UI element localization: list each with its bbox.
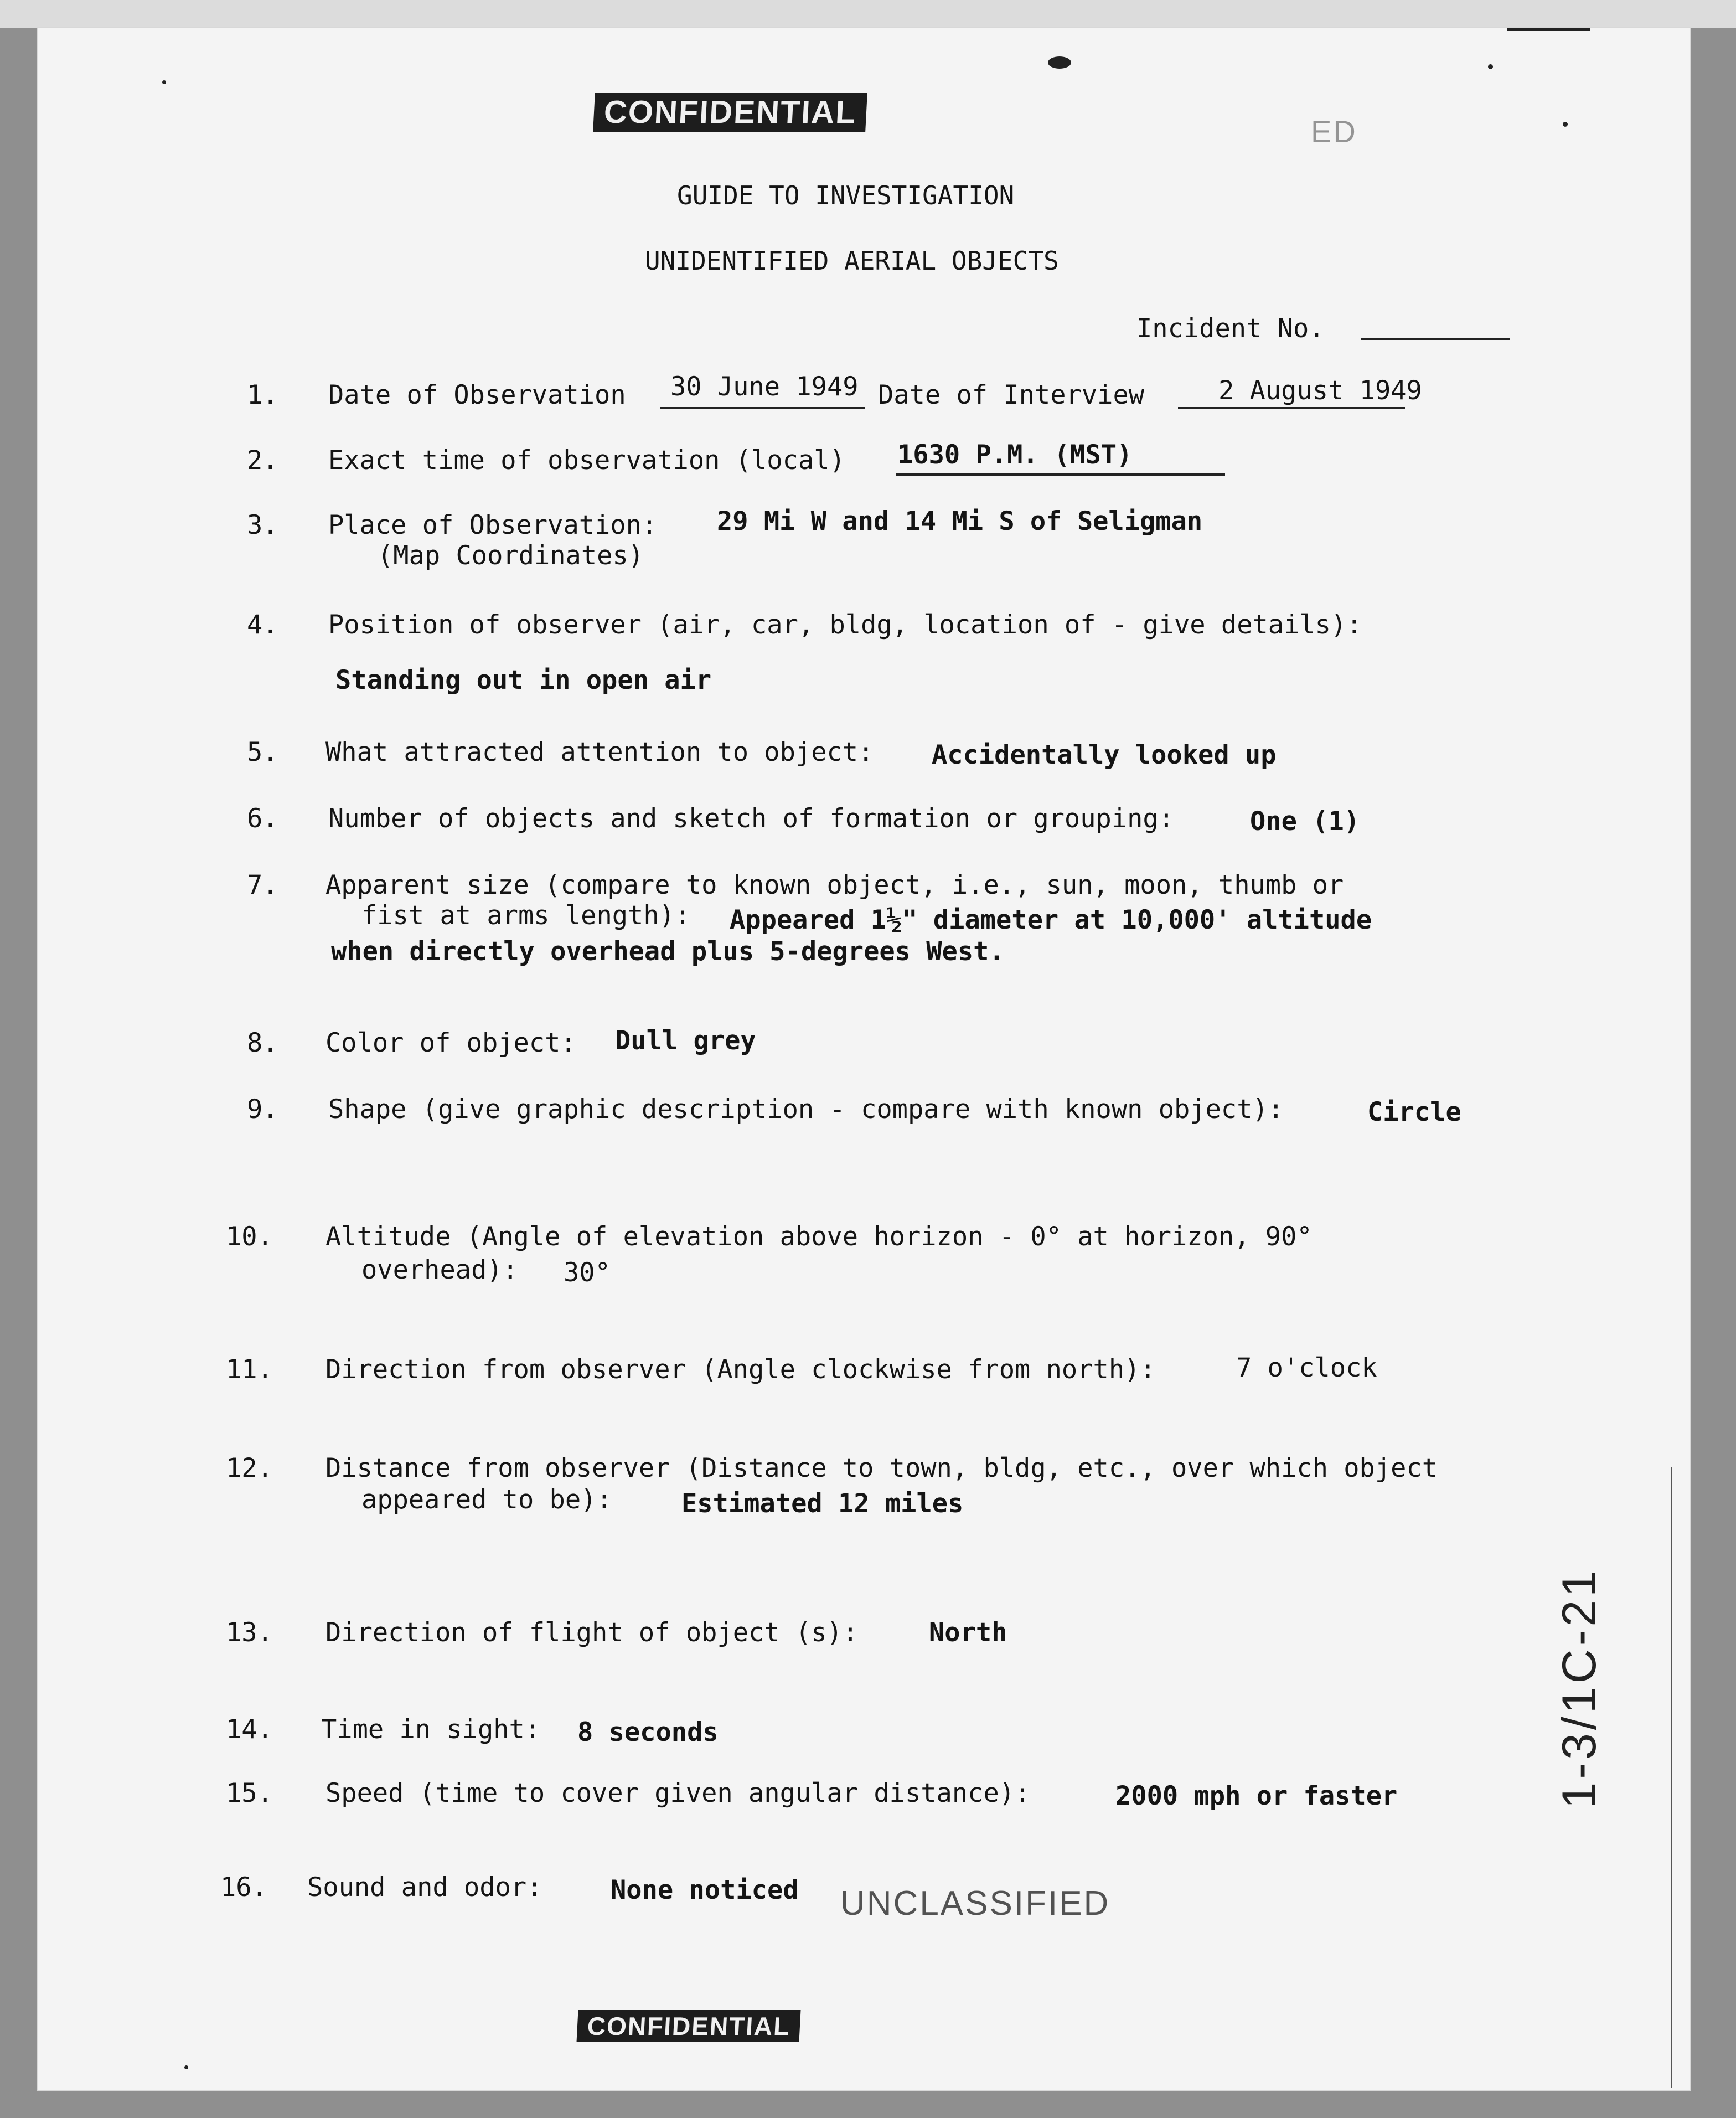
item-2-underline xyxy=(896,473,1225,476)
item-15-number: 15. xyxy=(226,1778,273,1808)
item-16-number: 16. xyxy=(220,1872,267,1903)
document-title-line1: GUIDE TO INVESTIGATION xyxy=(677,181,1015,210)
item-13-label: Direction of flight of object (s): xyxy=(326,1617,859,1648)
edge-mark xyxy=(1507,28,1590,31)
item-1-underline-2 xyxy=(1178,407,1405,409)
item-4-label: Position of observer (air, car, bldg, location of - give details): xyxy=(328,610,1362,640)
item-12-label-line2: appeared to be): xyxy=(361,1485,612,1515)
item-7-value: Appeared 1½" diameter at 10,000' altitude xyxy=(730,905,1372,935)
item-12-value: Estimated 12 miles xyxy=(681,1488,964,1519)
item-13-number: 13. xyxy=(226,1617,273,1648)
item-8-label: Color of object: xyxy=(326,1028,576,1058)
item-9-value: Circle xyxy=(1367,1097,1461,1127)
item-14-number: 14. xyxy=(226,1714,273,1745)
page-edge-line xyxy=(1671,1467,1672,2088)
item-12-label: Distance from observer (Distance to town, bldg, etc., over which object xyxy=(326,1453,1438,1483)
item-11-number: 11. xyxy=(226,1354,273,1385)
item-7-number: 7. xyxy=(247,870,278,900)
item-3-label: Place of Observation: xyxy=(328,510,658,540)
item-1-value-2: 2 August 1949 xyxy=(1218,375,1422,406)
faint-stamp-fragment: ED xyxy=(1311,114,1357,149)
item-3-number: 3. xyxy=(247,510,278,540)
item-10-number: 10. xyxy=(226,1222,273,1252)
incident-number-blank xyxy=(1361,338,1510,340)
item-16-value: None noticed xyxy=(611,1875,799,1905)
unclassified-stamp: UNCLASSIFIED xyxy=(840,1884,1110,1923)
item-14-label: Time in sight: xyxy=(321,1714,541,1745)
item-9-number: 9. xyxy=(247,1094,278,1125)
item-1-label: Date of Observation xyxy=(328,380,626,410)
item-6-number: 6. xyxy=(247,803,278,834)
item-8-value: Dull grey xyxy=(615,1025,756,1056)
item-2-value: 1630 P.M. (MST) xyxy=(897,440,1133,470)
item-15-value: 2000 mph or faster xyxy=(1115,1781,1398,1811)
item-4-value: Standing out in open air xyxy=(335,665,712,695)
item-10-label: Altitude (Angle of elevation above horizon - 0° at horizon, 90° xyxy=(326,1222,1313,1252)
item-11-label: Direction from observer (Angle clockwise from north): xyxy=(326,1354,1156,1385)
item-1-label-2: Date of Interview xyxy=(878,380,1145,410)
item-6-value: One (1) xyxy=(1250,806,1360,837)
item-11-value: 7 o'clock xyxy=(1236,1353,1377,1383)
item-7-label: Apparent size (compare to known object, i.e., sun, moon, thumb or xyxy=(326,870,1344,900)
item-1-underline xyxy=(660,407,865,409)
confidential-stamp-bottom: CONFIDENTIAL xyxy=(576,2010,800,2042)
item-3-value: 29 Mi W and 14 Mi S of Seligman xyxy=(717,506,1203,537)
item-6-label: Number of objects and sketch of formation or grouping: xyxy=(328,803,1175,834)
item-3-label-line2: (Map Coordinates) xyxy=(378,540,644,571)
item-13-value: North xyxy=(929,1617,1008,1648)
document-page xyxy=(38,28,1690,2090)
speck xyxy=(1488,64,1493,69)
item-5-label: What attracted attention to object: xyxy=(326,737,874,767)
item-10-value: 30° xyxy=(564,1258,611,1288)
item-14-value: 8 seconds xyxy=(577,1717,719,1748)
item-7-value-line2: when directly overhead plus 5-degrees West. xyxy=(331,936,1005,967)
ink-blot xyxy=(1048,56,1071,69)
item-7-label-line2: fist at arms length): xyxy=(361,900,691,931)
confidential-stamp-top: CONFIDENTIAL xyxy=(593,93,867,132)
scan-top-edge xyxy=(0,0,1736,28)
item-1-value: 30 June 1949 xyxy=(670,372,859,402)
incident-number-label: Incident No. xyxy=(1136,313,1325,344)
handwritten-margin-note: 1-3/1C-21 xyxy=(1553,1567,1606,1809)
item-5-number: 5. xyxy=(247,737,278,767)
item-10-label-line2: overhead): xyxy=(361,1255,518,1285)
item-1-number: 1. xyxy=(247,380,278,410)
item-12-number: 12. xyxy=(226,1453,273,1483)
item-16-label: Sound and odor: xyxy=(307,1872,542,1903)
document-title-line2: UNIDENTIFIED AERIAL OBJECTS xyxy=(645,246,1059,276)
speck xyxy=(1563,122,1568,127)
item-9-label: Shape (give graphic description - compare with known object): xyxy=(328,1094,1284,1125)
item-8-number: 8. xyxy=(247,1028,278,1058)
speck xyxy=(184,2065,188,2069)
speck xyxy=(162,80,166,84)
item-2-label: Exact time of observation (local) xyxy=(328,445,845,476)
item-15-label: Speed (time to cover given angular distance): xyxy=(326,1778,1031,1808)
item-5-value: Accidentally looked up xyxy=(932,740,1277,770)
item-2-number: 2. xyxy=(247,445,278,476)
item-4-number: 4. xyxy=(247,610,278,640)
